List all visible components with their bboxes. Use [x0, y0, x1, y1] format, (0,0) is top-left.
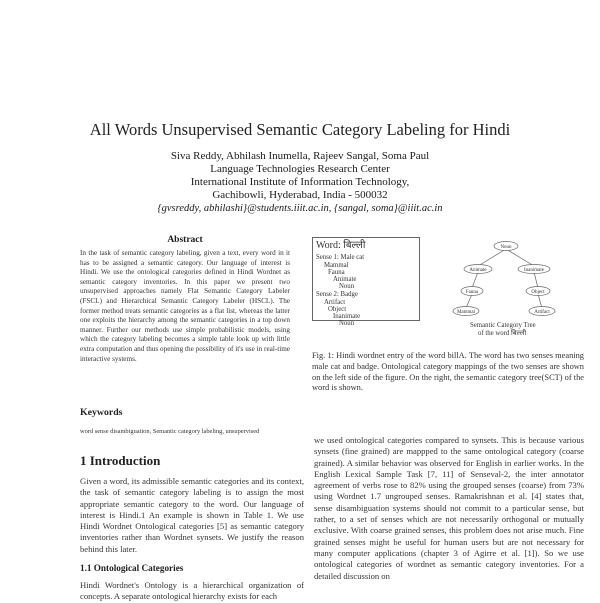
intro-heading: 1 Introduction — [80, 453, 161, 468]
figure-word-label: Word: — [316, 240, 341, 251]
figure-inanimate: Inanimate — [333, 313, 361, 320]
tree-label-mammal: Mammal — [456, 309, 476, 315]
figure-mammal: Mammal — [324, 262, 349, 269]
figure-artifact: Artifact — [324, 299, 346, 306]
figure-noun2: Noun — [339, 320, 355, 327]
tree-label-noun: Noun — [500, 244, 512, 250]
figure-fauna: Fauna — [328, 269, 345, 276]
keywords-heading: Keywords — [80, 407, 123, 418]
figure-caption: Fig. 1: Hindi wordnet entry of the word billA. The word has two senses meaning male cat and badge. Ontological category mappings of the two senses are shown on the left side of the figure. On the right, the semantic category tree(SCT) of the word is shown. — [312, 351, 584, 393]
keywords-text: word sense disambiguation, Semantic category labeling, unsupervised — [80, 428, 260, 435]
figure-word-hindi: बिल्ली — [343, 240, 366, 251]
abstract-heading: Abstract — [167, 235, 203, 245]
author-names: Siva Reddy, Abhilash Inumella, Rajeev Sangal, Soma Paul — [170, 150, 430, 162]
figure-sense1: Sense 1: Male cat — [316, 254, 365, 261]
tree-caption-line2: of the word बिल्ली — [478, 329, 527, 337]
ontological-heading: 1.1 Ontological Categories — [80, 563, 184, 573]
author-org: Language Technologies Research Center — [210, 163, 390, 175]
tree-label-object: Object — [531, 289, 545, 295]
tree-label-inanimate: Inanimate — [524, 267, 544, 273]
figure-noun1: Noun — [339, 283, 355, 290]
author-institute: International Institute of Information Technology, — [190, 176, 410, 188]
figure-animate: Animate — [333, 276, 357, 283]
right-column-text: we used ontological categories compared to synsets. This is because various synsets (fine grained) are mappped to the same ontological category (coarse grained). A similar behavior was observed for English in earlier works. In the English Lexical Sample Task [7, 11] of Senseval-2, the inter annotator agreement of verbs rose to 82% using the grouped senses (coarse) from 73% using Wordnet 1.7 ungrouped senses. Ramakrishnan et al. [4] states that, sense disambiguation systems should not commit to a particular sense, but rather, to a set of senses which are not necessarily orthogonal or mutually exclusive. With coarse grained senses, this problem does not arise much. Fine grained senses might be useful for human users but are not necessary for many computer applications (chapter 3 of Agirre et al. [1]). So we use ontological categories of wordnet as semantic category inventories. For a detailed discussion on — [314, 435, 584, 581]
author-address: Gachibowli, Hyderabad, India - 500032 — [212, 189, 388, 201]
tree-caption-line1: Semantic Category Tree — [470, 322, 536, 329]
tree-label-fauna: Fauna — [465, 289, 479, 295]
abstract-text: In the task of semantic category labeling, given a text, every word in it has to be assigned a semantic category. Our language of interest is Hindi. We use the ontological categories defined in Hindi Wordnet as semantic category inventories. In this paper we present two unsupervised approaches namely Flat Semantic Category Labeler (FSCL) and Hierarchical Semantic Category Labeler (HSCL). The former method treats semantic categories as a flat list, whereas the latter one exploits the hierarchy among the semantic categories in a top down manner. Further our methods use simple probabilistic models, using which the category labeling becomes a simple table look up with little extra computation and thus opening the possibility of it's use in real-time interactive systems. — [80, 249, 290, 363]
tree-label-artifact: Artifact — [534, 309, 550, 315]
wordnet-entry-box — [312, 237, 420, 327]
intro-text: Given a word, its admissible semantic categories and its context, the task of semantic category labeling is to assign the most appropriate semantic category to the word. Our language of interest is Hindi.1 An example is shown in Table 1. We use Hindi Wordnet Ontological categories [5] as semantic category inventories rather than Wordnet synsets. We justify the reason behind this later. — [80, 476, 304, 554]
ontological-text: Hindi Wordnet's Ontology is a hierarchical organization of concepts. A separate ontological hierarchy exists for each — [80, 580, 304, 602]
tree-caption — [470, 322, 536, 337]
semantic-category-tree — [438, 240, 588, 322]
figure-sense2: Sense 2: Badge — [316, 291, 358, 298]
figure-object: Object — [328, 306, 347, 313]
tree-label-animate: Animate — [469, 267, 487, 273]
author-email: {gvsreddy, abhilashi}@students.iiit.ac.in, {sangal, soma}@iiit.ac.in — [157, 203, 443, 214]
paper-title: All Words Unsupervised Semantic Category Labeling for Hindi — [89, 120, 511, 139]
